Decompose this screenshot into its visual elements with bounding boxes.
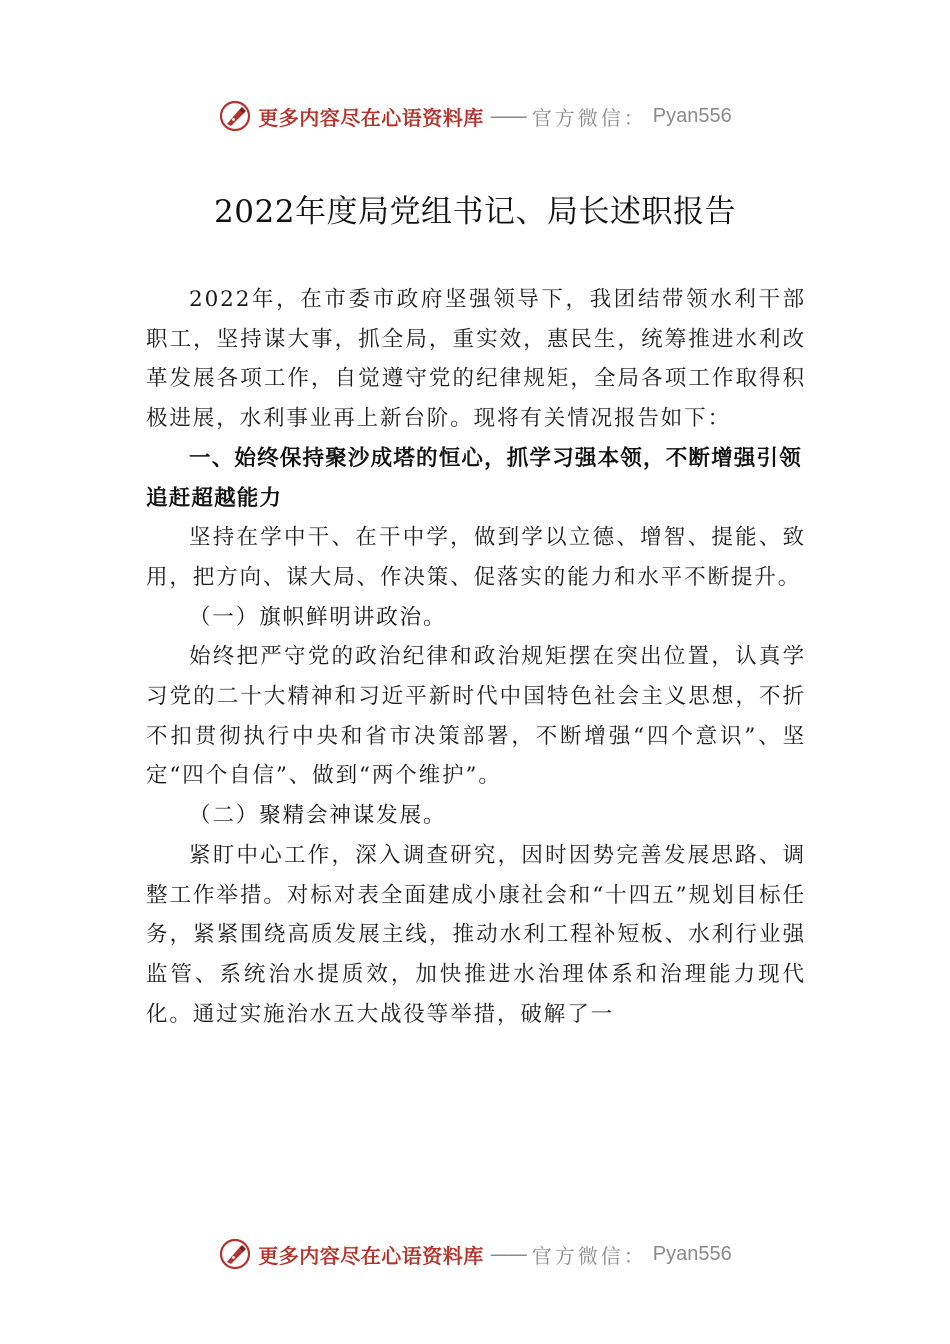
- subsection-heading: （二）聚精会神谋发展。: [189, 803, 447, 829]
- watermark-dash: ——: [489, 1242, 526, 1266]
- subsection-paragraph: 始终把严守党的政治纪律和政治规矩摆在突出位置，认真学习党的二十大精神和习近平新时代中国特色社会主义思想，不折不扣贯彻执行中央和省市决策部署，不断增强“四个意识”、坚定“四个自信”、做到“两个维护”。: [146, 644, 806, 789]
- document-title: 2022年度局党组书记、局长述职报告: [214, 194, 736, 230]
- section-paragraph: 坚持在学中干、在干中学，做到学以立德、增智、提能、致用，把方向、谋大局、作决策、促落实的能力和水平不断提升。: [146, 525, 806, 590]
- intro-paragraph: 2022年，在市委市政府坚强领导下，我团结带领水利干部职工，坚持谋大事，抓全局，重实效，惠民生，统筹推进水利改革发展各项工作，自觉遵守党的纪律规矩，全局各项工作取得积极进展，水利事业再上新台阶。现将有关情况报告如下：: [146, 287, 806, 432]
- fountain-pen-logo-icon: [218, 1237, 252, 1271]
- fountain-pen-logo-icon: [218, 99, 252, 133]
- subsection-heading: （一）旗帜鲜明讲政治。: [189, 604, 447, 630]
- section-heading: 一、始终保持聚沙成塔的恒心，抓学习强本领，不断增强引领追赶超越能力: [146, 445, 802, 511]
- subsection-paragraph: 紧盯中心工作，深入调查研究，因时因势完善发展思路、调整工作举措。对标对表全面建成小康社会和“十四五”规划目标任务，紧紧围绕高质发展主线，推动水利工程补短板、水利行业强监管、系统治水提质效，加快推进水治理体系和治理能力现代化。通过实施治水五大战役等举措，破解了一: [146, 842, 806, 1027]
- watermark-text: 更多内容尽在心语资料库: [258, 1243, 484, 1268]
- watermark-dash: ——: [489, 104, 526, 128]
- watermark-wechat-id: Pyan556: [652, 1242, 732, 1265]
- document-body: [146, 280, 806, 1034]
- watermark-wechat-label: 官方微信：: [531, 105, 647, 130]
- watermark-text: 更多内容尽在心语资料库: [258, 105, 484, 130]
- watermark-wechat-id: Pyan556: [652, 104, 732, 127]
- watermark-header: [0, 96, 950, 136]
- watermark-footer: [0, 1234, 950, 1274]
- watermark-wechat-label: 官方微信：: [531, 1243, 647, 1268]
